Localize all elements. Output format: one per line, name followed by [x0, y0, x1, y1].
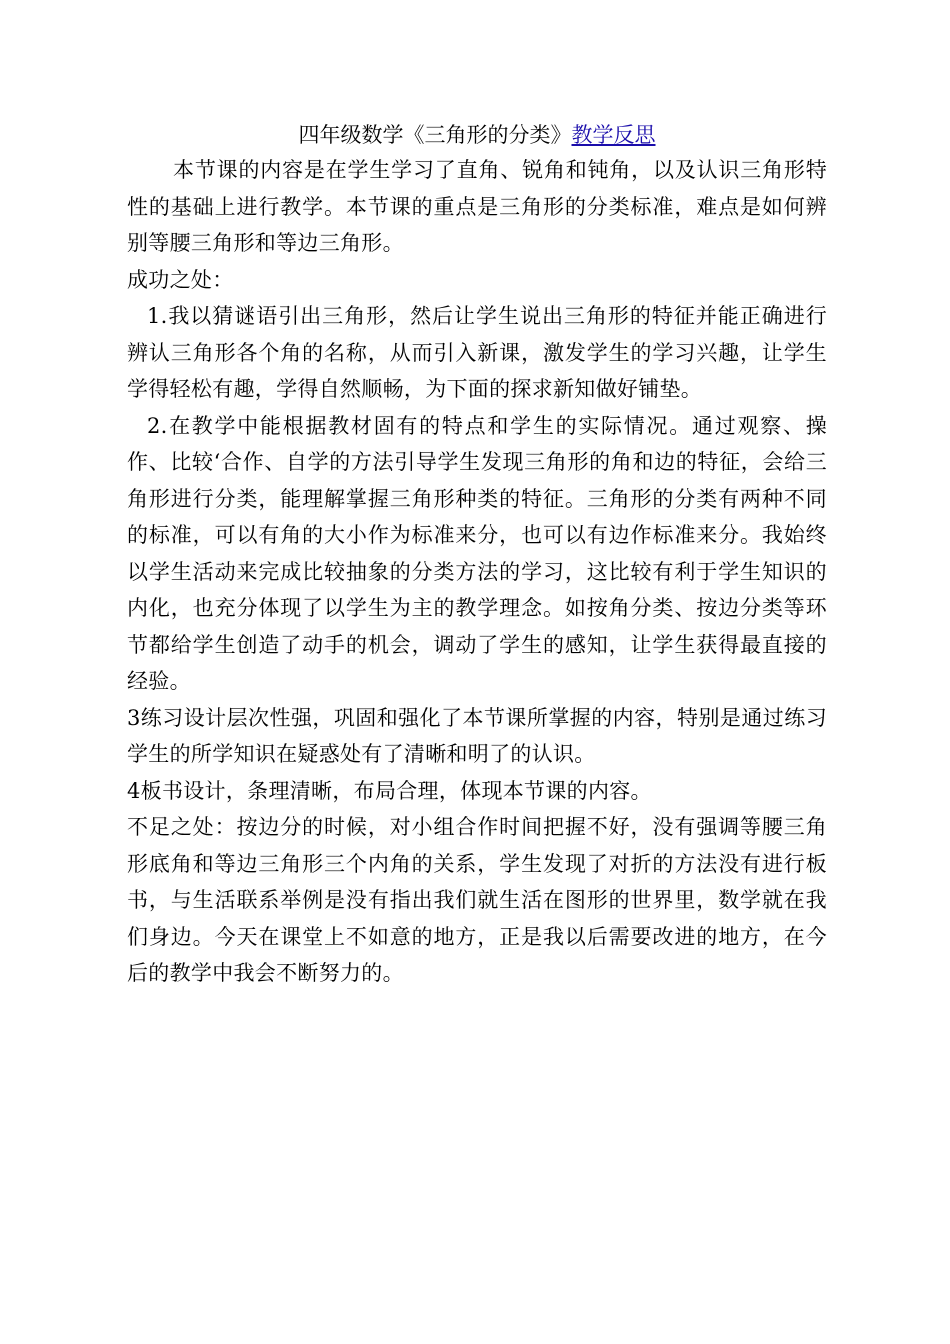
success-heading: 成功之处：	[127, 267, 234, 292]
intro-paragraph: 本节课的内容是在学生学习了直角、锐角和钝角，以及认识三角形特性的基础上进行教学。本节课的重点是三角形的分类标准，难点是如何辨别等腰三角形和等边三角形。	[127, 158, 827, 255]
title-text: 四年级数学《三角形的分类》	[298, 123, 572, 147]
point-4-paragraph: 4板书设计，条理清晰，布局合理，体现本节课的内容。	[127, 778, 652, 803]
point-1-paragraph: 1.我以猜谜语引出三角形，然后让学生说出三角形的特征并能正确进行辨认三角形各个角的名称，从而引入新课，激发学生的学习兴趣，让学生学得轻松有趣，学得自然顺畅，为下面的探求新知做好铺垫。	[127, 304, 827, 401]
title-link-teaching-reflection[interactable]: 教学反思	[571, 123, 656, 147]
document-title	[127, 118, 827, 152]
document-page	[127, 118, 827, 992]
point-2-paragraph: 2.在教学中能根据教材固有的特点和学生的实际情况。通过观察、操作、比较‘合作、自学的方法引导学生发现三角形的角和边的特征，会给三角形进行分类，能理解掌握三角形种类的特征。三角形的分类有两种不同的标准，可以有角的大小作为标准来分，也可以有边作标准来分。我始终以学生活动来完成比较抽象的分类方法的学习，这比较有利于学生知识的内化，也充分体现了以学生为主的教学理念。如按角分类、按边分类等环节都给学生创造了动手的机会，调动了学生的感知，让学生获得最直接的经验。	[127, 413, 827, 693]
shortcomings-paragraph: 不足之处：按边分的时候，对小组合作时间把握不好，没有强调等腰三角形底角和等边三角形三个内角的关系，学生发现了对折的方法没有进行板书，与生活联系举例是没有指出我们就生活在图形的世界里，数学就在我们身边。今天在课堂上不如意的地方，正是我以后需要改进的地方，在今后的教学中我会不断努力的。	[127, 815, 827, 985]
point-3-paragraph: 3练习设计层次性强，巩固和强化了本节课所掌握的内容，特别是通过练习学生的所学知识在疑惑处有了清晰和明了的认识。	[127, 705, 827, 766]
